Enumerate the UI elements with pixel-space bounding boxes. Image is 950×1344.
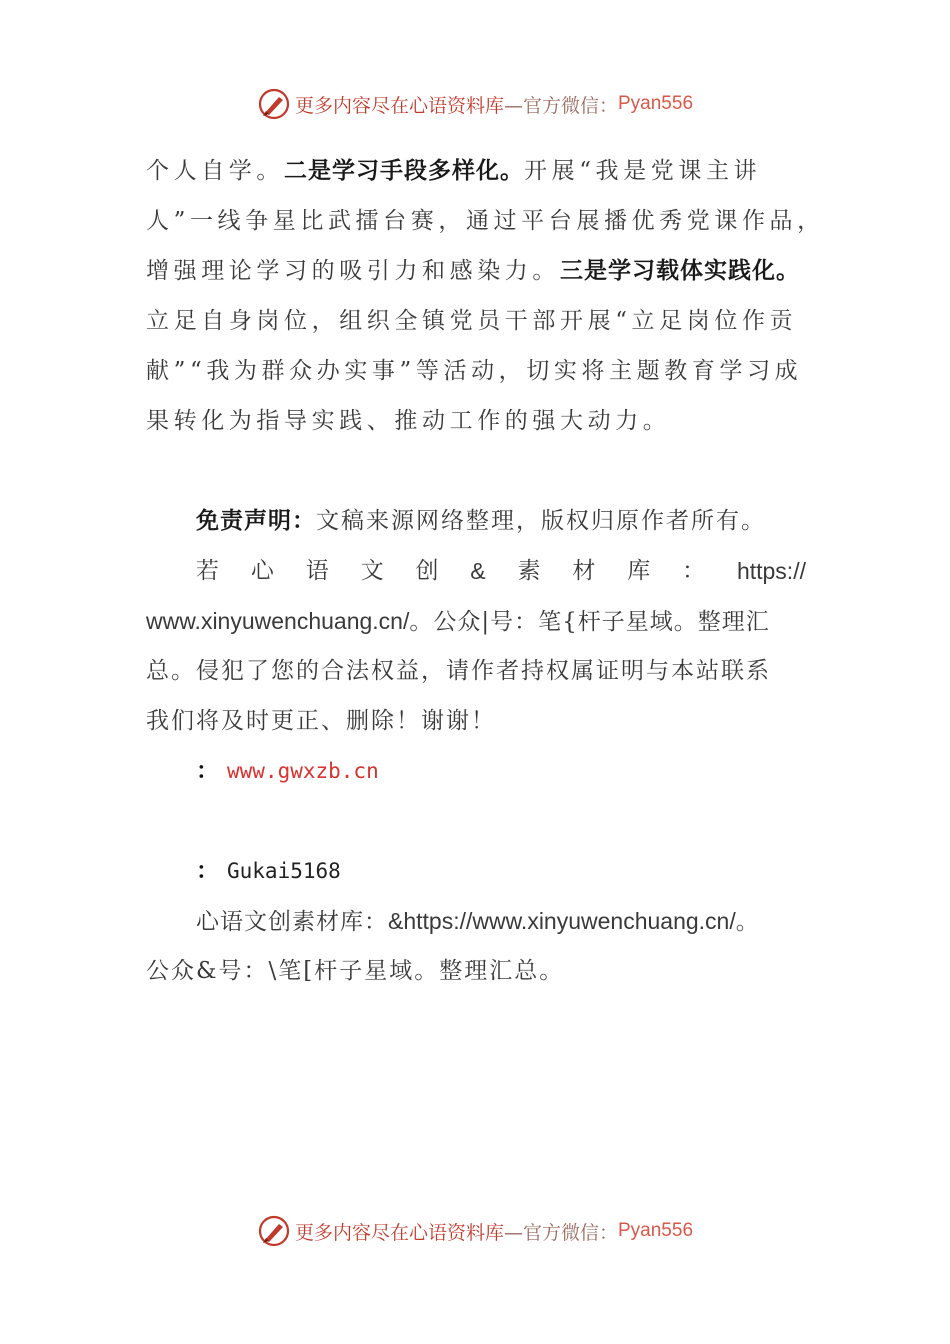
text-run: 心语文创素材库： xyxy=(196,909,388,935)
char: 文 xyxy=(360,558,384,584)
header-banner xyxy=(0,84,950,124)
disclaimer-line-2 xyxy=(146,546,806,596)
bold-heading-2: 二是学习手段多样化。 xyxy=(284,158,524,184)
footer-banner xyxy=(0,1211,950,1251)
url-start: https:// xyxy=(736,558,806,584)
link-line xyxy=(146,746,806,796)
footer-banner-wechat-label: —官方微信： xyxy=(503,1221,618,1244)
char: 语 xyxy=(305,558,329,584)
char: & xyxy=(470,558,486,584)
header-banner-wechat-id: Pyan556 xyxy=(618,93,694,114)
library-line xyxy=(146,896,806,946)
char: 创 xyxy=(415,558,439,584)
disclaimer-label: 免责声明： xyxy=(196,508,316,534)
header-banner-wechat-label: —官方微信： xyxy=(503,94,618,117)
char: 素 xyxy=(517,558,541,584)
account-line: 公众&号：\笔[杆子星域。整理汇总。 xyxy=(146,958,565,984)
text-line: 立足自身岗位，组织全镇党员干部开展“立足岗位作贡 xyxy=(146,308,798,334)
text-line: 人”一线争星比武擂台赛，通过平台展播优秀党课作品， xyxy=(146,208,825,234)
disclaimer-section xyxy=(146,496,806,996)
bold-heading-3: 三是学习载体实践化。 xyxy=(560,258,800,284)
blank-line xyxy=(146,796,806,846)
colon: ： xyxy=(196,857,221,884)
char: 心 xyxy=(250,558,274,584)
footer-banner-wechat-id: Pyan556 xyxy=(618,1220,694,1241)
id-line xyxy=(146,846,806,896)
disclaimer-text: 文稿来源网络整理，版权归原作者所有。 xyxy=(316,508,766,534)
disclaimer-line-5: 我们将及时更正、删除！谢谢！ xyxy=(146,708,496,734)
text-line: 献”“我为群众办实事”等活动，切实将主题教育学习成 xyxy=(146,358,803,384)
footer-banner-title: 更多内容尽在心语资料库 xyxy=(294,1221,504,1244)
colon: ： xyxy=(196,757,221,784)
disclaimer-line-4: 总。侵犯了您的合法权益，请作者持权属证明与本站联系 xyxy=(146,658,771,684)
disclaimer-line xyxy=(146,496,806,546)
site-link[interactable]: www.gwxzb.cn xyxy=(227,759,379,783)
char: 若 xyxy=(196,558,219,584)
char: 材 xyxy=(572,558,596,584)
site-url: www.xinyuwenchuang.cn/ xyxy=(146,608,410,634)
text-run: 。公众|号：笔{杆子星域。整理汇 xyxy=(409,609,770,635)
pen-logo-icon xyxy=(257,1214,291,1248)
document-body xyxy=(146,146,825,996)
text-line xyxy=(146,246,806,296)
paragraph-main xyxy=(146,146,825,446)
account-id: Gukai5168 xyxy=(227,859,341,883)
library-url: &https://www.xinyuwenchuang.cn/ xyxy=(388,908,736,934)
text-run: 开展“我是党课主讲 xyxy=(524,158,762,184)
header-banner-title: 更多内容尽在心语资料库 xyxy=(294,94,504,117)
char: ： xyxy=(682,558,706,584)
pen-logo-icon xyxy=(257,87,291,121)
text-line xyxy=(146,146,806,196)
text-run: 。 xyxy=(735,909,760,935)
text-line: 果转化为指导实践、推动工作的强大动力。 xyxy=(146,408,671,434)
disclaimer-line-3 xyxy=(146,596,806,646)
char: 库 xyxy=(627,558,651,584)
text-run: 个人自学。 xyxy=(146,158,284,184)
text-run: 增强理论学习的吸引力和感染力。 xyxy=(146,258,560,284)
